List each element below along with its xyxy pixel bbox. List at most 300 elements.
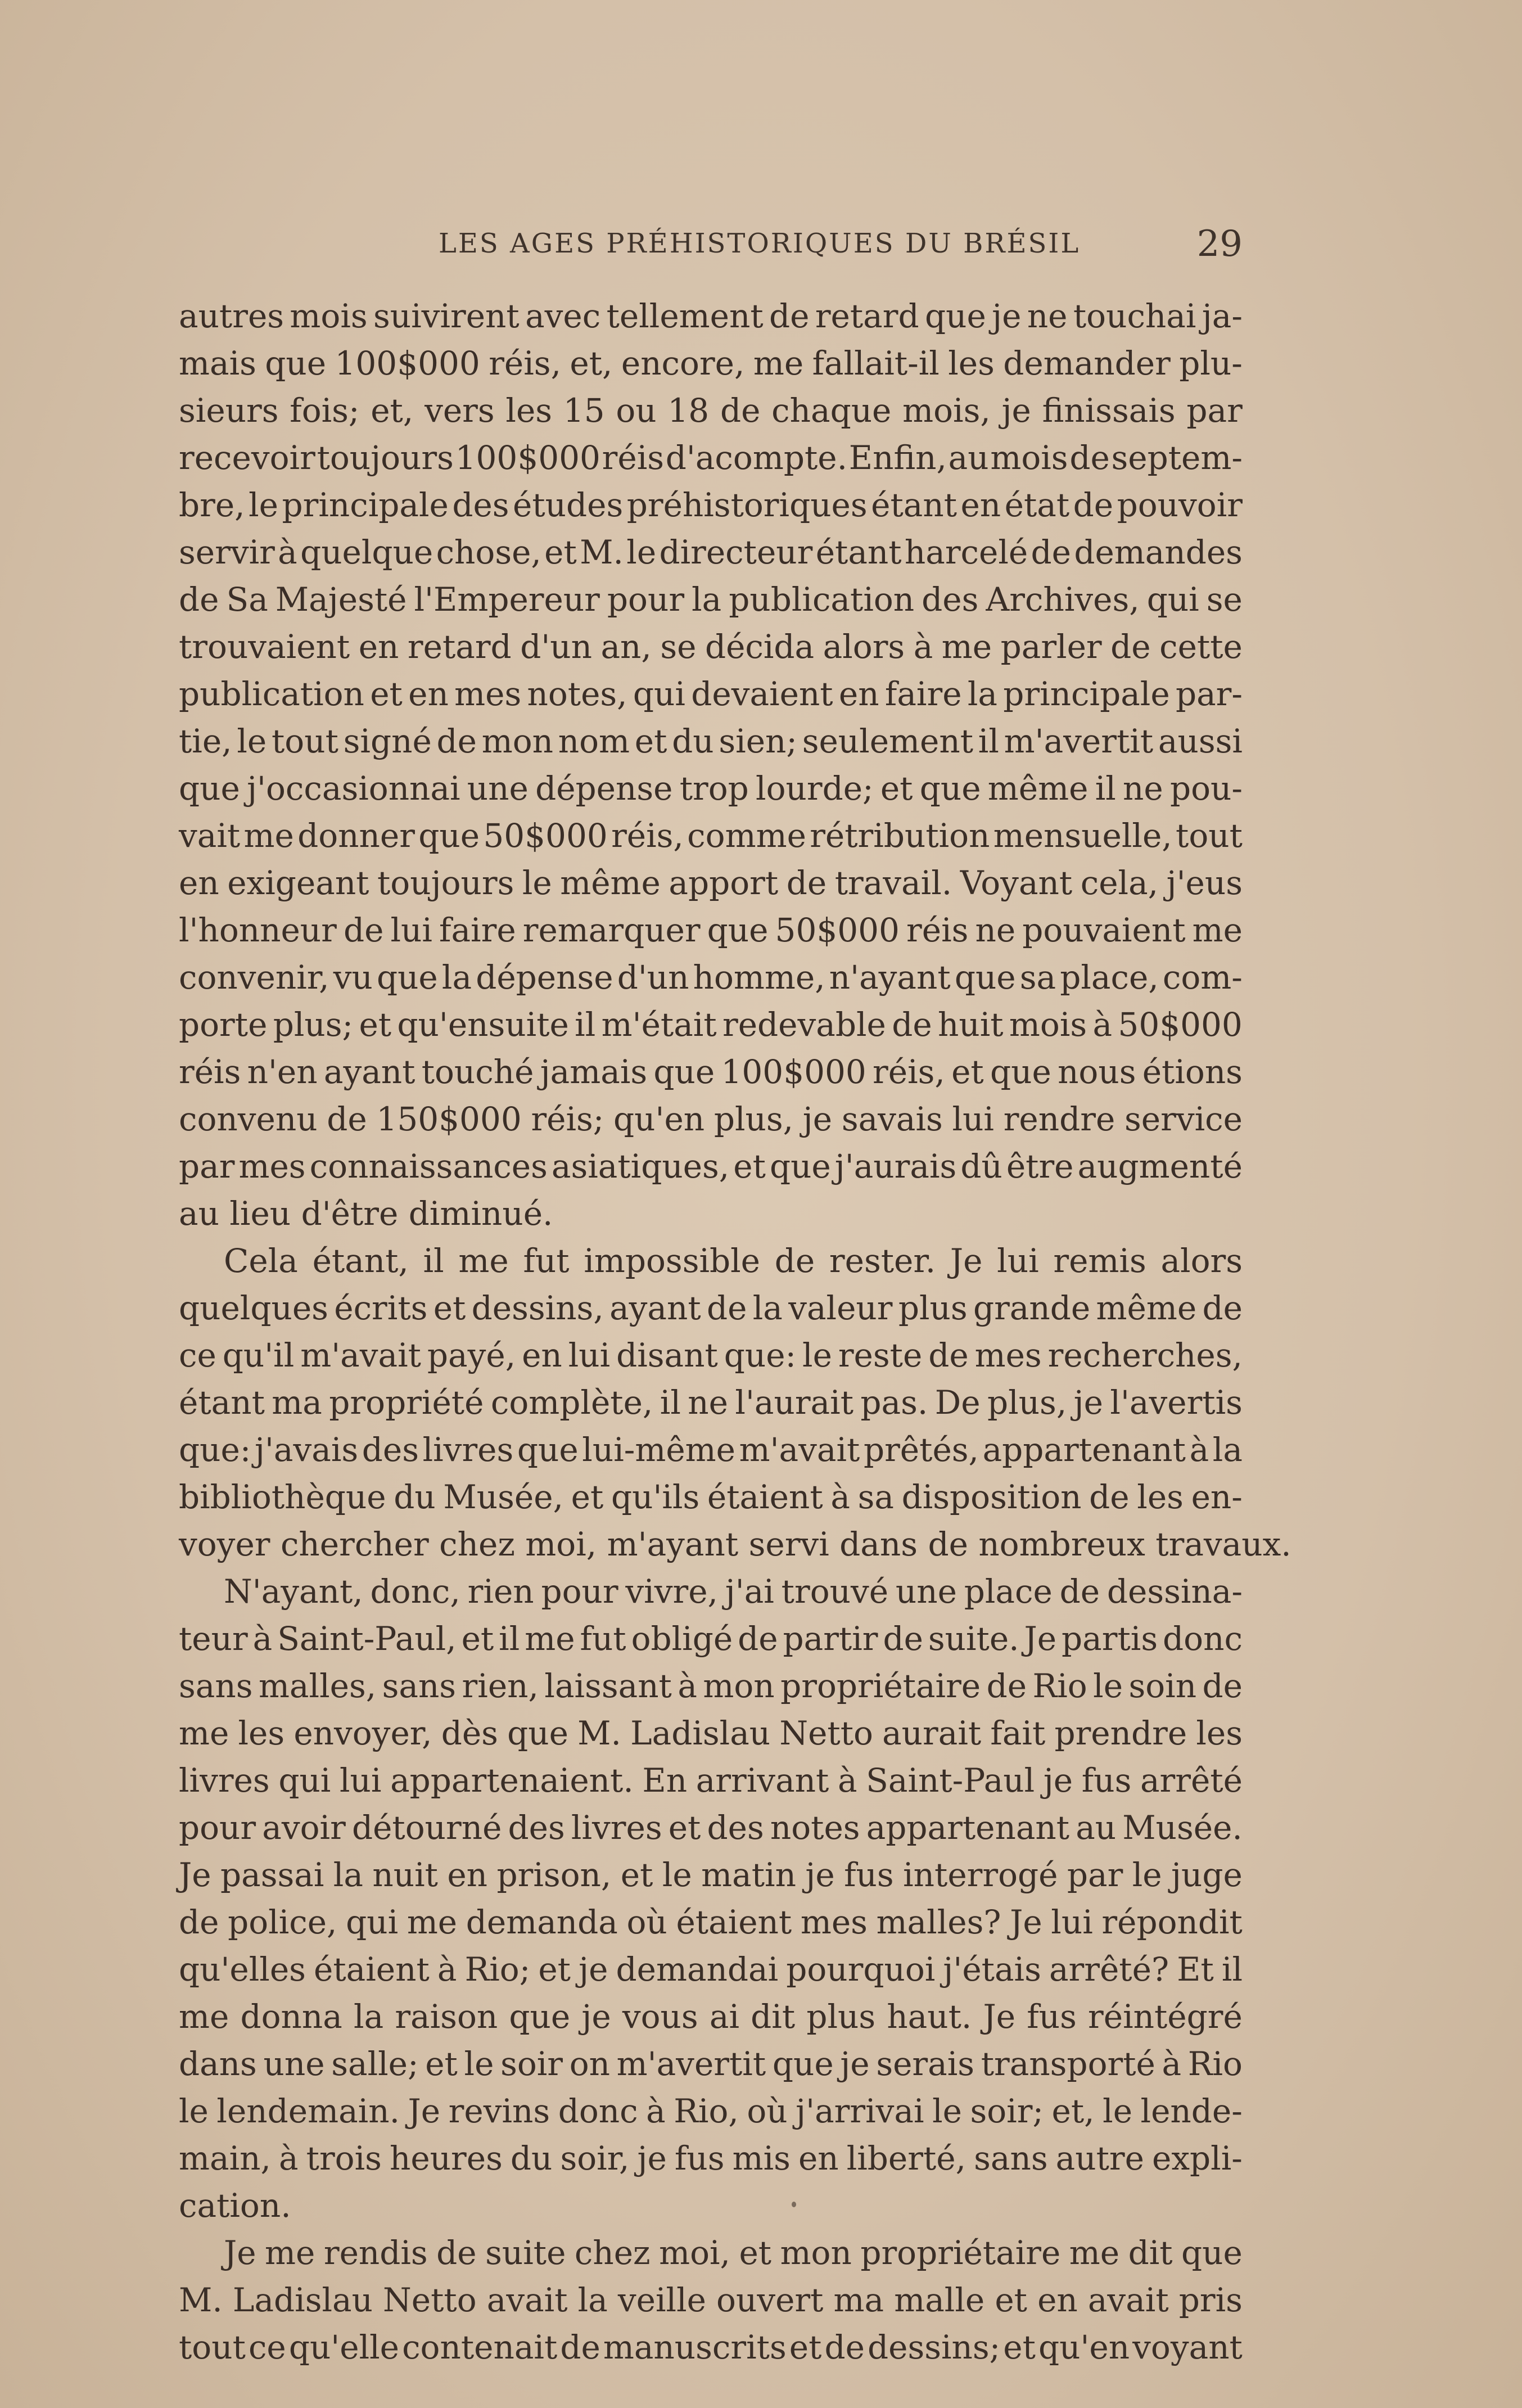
word: réis	[906, 911, 969, 949]
text-line	[179, 292, 1243, 340]
word: le	[1103, 2092, 1133, 2130]
text-line	[179, 1615, 1243, 1662]
word: fois;	[290, 391, 360, 430]
word: en	[960, 486, 1001, 524]
word: N'ayant,	[224, 1572, 363, 1611]
word: et	[571, 1478, 604, 1516]
word: ma	[833, 2281, 884, 2319]
word: soir	[500, 2045, 563, 2083]
word: dessina-	[1107, 1572, 1243, 1611]
word: de	[436, 722, 477, 760]
text-line	[179, 2040, 1243, 2087]
word: étions	[1142, 1053, 1243, 1091]
word: du	[672, 722, 714, 760]
word: et	[544, 533, 577, 571]
word: prêtés,	[863, 1431, 979, 1469]
word: lui	[339, 1761, 382, 1800]
text-line	[179, 1284, 1243, 1332]
word: 100$000	[455, 439, 600, 477]
word: disant	[616, 1336, 718, 1374]
word: en-	[1191, 1478, 1243, 1516]
word: donna	[240, 1997, 342, 2036]
word: redevable	[722, 1005, 886, 1044]
word: de	[706, 1289, 747, 1327]
word: payé,	[427, 1336, 516, 1374]
word: l'Empereur	[414, 580, 600, 619]
word: réintégré	[1088, 1997, 1243, 2036]
word: alors	[823, 628, 905, 666]
word: suite.	[928, 1620, 1019, 1658]
word: devaient	[691, 675, 833, 713]
word: que	[772, 2045, 834, 2083]
word: la	[967, 675, 997, 713]
word: tie,	[179, 722, 232, 760]
text-line	[179, 529, 1243, 576]
word: étaient	[707, 1478, 823, 1516]
word: signé	[343, 722, 432, 760]
word: répondit	[1101, 1903, 1243, 1941]
word: lui	[568, 1336, 611, 1374]
word: que	[179, 769, 240, 808]
word: En	[642, 1761, 688, 1800]
word: plus	[806, 1997, 876, 2036]
word: réis	[602, 439, 665, 477]
text-line	[179, 1662, 1243, 1710]
word: par	[179, 1147, 235, 1185]
text-line	[179, 1095, 1243, 1143]
word: mois	[1009, 1005, 1087, 1044]
word: touchai	[1073, 297, 1196, 335]
word: arrêté	[1140, 1761, 1243, 1800]
word: il	[1095, 769, 1116, 808]
word: servir	[179, 533, 275, 571]
word: fut	[580, 1620, 626, 1658]
word: 50$000	[775, 911, 900, 949]
word: appartenant	[982, 1431, 1186, 1469]
word: com-	[1162, 958, 1243, 996]
text-line	[179, 2135, 1243, 2182]
text-line	[179, 1379, 1243, 1426]
word: vers	[424, 391, 495, 430]
text-line	[179, 1332, 1243, 1379]
word: de	[560, 2328, 600, 2366]
word: Rio;	[464, 1950, 531, 1988]
word: M.	[179, 2281, 223, 2319]
word: harcelé	[904, 533, 1028, 571]
word: et,	[371, 391, 414, 430]
word: mes	[974, 1336, 1042, 1374]
word: ce	[248, 2328, 286, 2366]
word: des	[452, 486, 509, 524]
word: de	[1059, 1572, 1100, 1611]
word: suite	[485, 2234, 566, 2272]
word: aussi	[1158, 722, 1243, 760]
word: fallait-il	[812, 344, 940, 382]
word: donner	[297, 817, 415, 855]
word: que	[376, 958, 438, 996]
word: comme	[687, 817, 806, 855]
word: de	[928, 1336, 969, 1374]
word: qu'en	[1038, 2328, 1130, 2366]
word: j'avais	[254, 1431, 359, 1469]
word: de	[738, 1620, 778, 1658]
word: trouvaient	[179, 628, 350, 666]
word: remis	[1053, 1242, 1146, 1280]
word: que	[265, 344, 327, 382]
text-line	[179, 481, 1243, 529]
word: vait	[179, 817, 241, 855]
word: le	[522, 864, 552, 902]
text-line	[179, 1946, 1243, 1993]
word: Sa	[226, 580, 268, 619]
word: veille	[617, 2281, 706, 2319]
word: je	[637, 2139, 667, 2177]
word: que	[919, 769, 981, 808]
word: nous	[1058, 1053, 1136, 1091]
word: mois	[290, 297, 368, 335]
word: cette	[1159, 628, 1243, 666]
word: et	[739, 2234, 772, 2272]
word: me	[525, 1620, 575, 1658]
word: Et	[1177, 1950, 1214, 1988]
word: les	[1137, 1478, 1184, 1516]
word: et	[359, 1005, 392, 1044]
word: de	[769, 297, 810, 335]
word: les	[505, 391, 553, 430]
word: une	[895, 1572, 957, 1611]
word: le	[662, 1856, 692, 1894]
word: des	[362, 1431, 419, 1469]
word: ne	[975, 911, 1016, 949]
word: que	[707, 911, 769, 949]
text-line	[179, 954, 1243, 1001]
word: à	[437, 1950, 457, 1988]
word: moi,	[659, 2234, 730, 2272]
word: plus	[898, 1289, 968, 1327]
word: huit	[937, 1005, 1004, 1044]
word: recevoir	[179, 439, 315, 477]
word: me	[941, 628, 992, 666]
page-number: 29	[1196, 223, 1243, 265]
word: Voyant	[960, 864, 1073, 902]
text-line	[179, 1804, 1243, 1851]
word: apport	[669, 864, 779, 902]
word: je	[1001, 391, 1031, 430]
word: qu'elle	[288, 2328, 400, 2366]
word: j'eus	[1166, 864, 1243, 902]
word: directeur	[659, 533, 813, 571]
word: il	[978, 722, 999, 760]
word: même	[560, 864, 661, 902]
word: pour	[179, 1809, 256, 1847]
word: homme,	[693, 958, 825, 996]
word: tout	[179, 2328, 246, 2366]
word: de	[774, 1242, 815, 1280]
word: de	[1202, 1289, 1243, 1327]
word: trouvé	[781, 1572, 889, 1611]
word: ayant	[609, 1289, 701, 1327]
word: au	[948, 439, 989, 477]
word: porte	[179, 1005, 268, 1044]
text-line	[179, 2324, 1243, 2371]
word: écrits	[334, 1289, 428, 1327]
word: j'occasionnai	[247, 769, 460, 808]
word: j'arrivai	[796, 2092, 924, 2130]
word: que	[418, 817, 480, 855]
word: de	[1110, 628, 1151, 666]
word: publication	[179, 675, 364, 713]
word: main,	[179, 2139, 271, 2177]
word: ne	[1027, 297, 1068, 335]
word: à	[646, 2092, 666, 2130]
word: mais	[179, 344, 256, 382]
word: Cela	[224, 1242, 298, 1280]
word: de	[892, 1005, 932, 1044]
word: ma	[272, 1383, 322, 1422]
text-line	[179, 1473, 1243, 1521]
word: la	[577, 2281, 608, 2319]
word: que	[1181, 2234, 1243, 2272]
word: appartenant	[866, 1809, 1070, 1847]
word: prendre	[1054, 1714, 1187, 1752]
word: tout	[272, 722, 338, 760]
word: et	[951, 1053, 984, 1091]
word: faire	[439, 911, 516, 949]
word: livres	[571, 1809, 662, 1847]
word: en	[179, 864, 219, 902]
word: me	[243, 817, 294, 855]
word: malles,	[258, 1667, 377, 1705]
word: de	[1069, 439, 1110, 477]
word: et	[733, 1147, 766, 1185]
word: pas.	[860, 1383, 928, 1422]
word: je	[579, 1950, 608, 1988]
word: le	[932, 2092, 962, 2130]
word: haut.	[887, 1997, 972, 2036]
word: le	[249, 486, 278, 524]
word: le	[1132, 1856, 1162, 1894]
word: fus	[674, 2139, 725, 2177]
word: la	[333, 1856, 363, 1894]
word: le	[1093, 1667, 1123, 1705]
word: m'était	[601, 1005, 717, 1044]
word: que	[990, 1053, 1051, 1091]
word: le	[464, 2045, 494, 2083]
word: et	[370, 675, 403, 713]
word: n'en	[247, 1053, 318, 1091]
word: ayant	[323, 1053, 415, 1091]
word: de	[327, 1100, 367, 1138]
word: fait	[990, 1714, 1046, 1752]
word: vivre,	[625, 1572, 718, 1611]
word: et	[1003, 2328, 1036, 2366]
word: connaissances	[309, 1147, 548, 1185]
word: dit	[751, 1997, 796, 2036]
word: 15	[563, 391, 605, 430]
word: chaque	[771, 391, 892, 430]
word: du	[510, 2139, 553, 2177]
word: l'aurait	[735, 1383, 853, 1422]
word: contenait	[402, 2328, 558, 2366]
word: la	[1212, 1431, 1243, 1469]
word: avait	[486, 2281, 568, 2319]
word: obligé	[631, 1620, 733, 1658]
word: impossible	[584, 1242, 761, 1280]
word: la	[354, 1997, 384, 2036]
word: état	[1004, 486, 1070, 524]
word: pouvoir	[1117, 486, 1243, 524]
word: à	[252, 1620, 273, 1658]
word: chez	[574, 2234, 651, 2272]
word: alors	[1160, 1242, 1243, 1280]
word: donc	[1163, 1620, 1243, 1658]
word: des	[922, 580, 979, 619]
word: des	[508, 1809, 565, 1847]
word: 18	[667, 391, 710, 430]
word: en	[358, 628, 399, 666]
word: soin	[1128, 1667, 1197, 1705]
word: 100$000	[335, 344, 480, 382]
word: et	[995, 2281, 1027, 2319]
running-title: LES AGES PRÉHISTORIQUES DU BRÉSIL	[439, 228, 1081, 259]
word: demanda	[466, 1903, 618, 1941]
word: soir,	[560, 2139, 630, 2177]
word: le	[179, 2092, 209, 2130]
word: par	[1067, 1856, 1123, 1894]
text-line	[179, 1757, 1243, 1804]
word: notes,	[527, 675, 627, 713]
text-line	[179, 1426, 1243, 1473]
word: Musée,	[443, 1478, 564, 1516]
word: dans	[179, 2045, 257, 2083]
word: rétribution	[810, 817, 990, 855]
word: pour	[607, 580, 685, 619]
text-line: voyer chercher chez moi, m'ayant servi dans de nombreux travaux.	[179, 1525, 1291, 1563]
word: même	[987, 769, 1089, 808]
word: serais	[876, 2045, 975, 2083]
word: partir	[783, 1620, 878, 1658]
word: propriétaire	[860, 2234, 1061, 2272]
word: Archives,	[986, 580, 1140, 619]
word: détourné	[351, 1809, 502, 1847]
word: autre	[1055, 2139, 1144, 2177]
word: Je	[950, 1242, 983, 1280]
word: envoyer,	[293, 1714, 432, 1752]
word: en	[1037, 2281, 1078, 2319]
word: jamais	[540, 1053, 648, 1091]
text-line	[179, 1001, 1243, 1048]
word: lui	[997, 1242, 1039, 1280]
word: que	[954, 958, 1016, 996]
word: ja-	[1202, 297, 1243, 335]
word: voyant	[1132, 2328, 1243, 2366]
text-line	[179, 1993, 1243, 2040]
word: quelques	[179, 1289, 328, 1327]
word: prison,	[496, 1856, 612, 1894]
word: chose,	[436, 533, 541, 571]
word: pou-	[1169, 769, 1243, 808]
word: de	[824, 2328, 865, 2366]
word: du	[394, 1478, 436, 1516]
word: nom	[558, 722, 630, 760]
word: de	[986, 1667, 1027, 1705]
word: asiatiques,	[551, 1147, 730, 1185]
word: me	[753, 344, 804, 382]
word: me	[1069, 2234, 1120, 2272]
word: place,	[1060, 958, 1159, 996]
word: je	[992, 297, 1022, 335]
text-line	[179, 1851, 1243, 1899]
word: tellement	[606, 297, 764, 335]
text-line	[179, 1143, 1243, 1190]
word: lui	[952, 1100, 994, 1138]
word: liberté,	[846, 2139, 967, 2177]
word: sieurs	[179, 391, 279, 430]
text-line	[179, 576, 1243, 623]
word: pourquoi	[786, 1950, 936, 1988]
word: an,	[600, 628, 652, 666]
word: avec	[525, 297, 601, 335]
text-line	[179, 670, 1243, 718]
word: laissant	[544, 1667, 672, 1705]
word: recherches,	[1047, 1336, 1243, 1374]
word: mes	[800, 1903, 868, 1941]
word: de	[1031, 533, 1071, 571]
word: à	[913, 628, 933, 666]
text-line	[179, 859, 1243, 907]
text-line: au lieu d'être diminué.	[179, 1194, 553, 1233]
word: les	[948, 344, 995, 382]
word: d'un	[520, 628, 592, 666]
word: de	[1089, 1478, 1130, 1516]
word: être	[1006, 1147, 1074, 1185]
word: mensuelle,	[993, 817, 1172, 855]
word: Netto	[383, 2281, 477, 2319]
word: je	[802, 1100, 833, 1138]
word: et	[668, 1809, 701, 1847]
word: à	[278, 2139, 299, 2177]
word: et	[620, 1856, 653, 1894]
word: remarquer	[522, 911, 701, 949]
word: en	[522, 1336, 562, 1374]
running-header	[180, 223, 1243, 273]
word: réis,	[489, 344, 562, 382]
word: me	[179, 1997, 229, 2036]
word: salle;	[331, 2045, 419, 2083]
word: ouvert	[716, 2281, 824, 2319]
word: j'ai	[725, 1572, 774, 1611]
word: que	[924, 297, 986, 335]
word: ne	[688, 1383, 728, 1422]
word: en	[447, 1856, 488, 1894]
word: Musée.	[1122, 1809, 1243, 1847]
word: il	[499, 1620, 520, 1658]
word: trois	[306, 2139, 382, 2177]
word: dessins,	[471, 1289, 604, 1327]
word: Saint-Paul	[866, 1761, 1035, 1800]
word: teur	[179, 1620, 248, 1658]
word: décida	[704, 628, 815, 666]
word: sa	[857, 1478, 894, 1516]
word: que	[517, 1431, 579, 1469]
text-line	[179, 2229, 1243, 2276]
word: étaient	[314, 1950, 430, 1988]
word: mis	[732, 2139, 791, 2177]
word: je	[840, 2045, 870, 2083]
word: touché	[421, 1053, 534, 1091]
word: toujours	[377, 864, 514, 902]
word: aurait	[882, 1714, 982, 1752]
